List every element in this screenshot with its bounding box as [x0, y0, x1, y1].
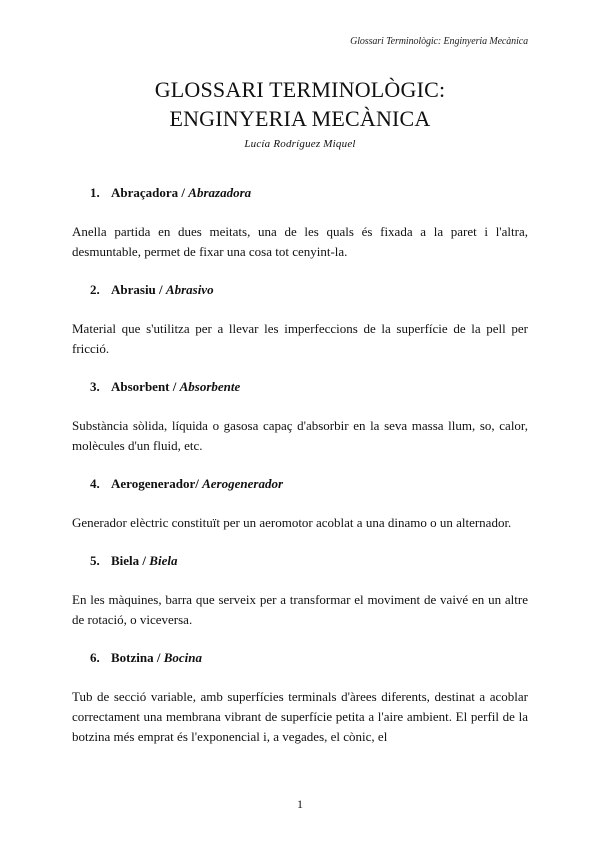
entry-number: 1. — [90, 185, 100, 200]
term-catalan: Abrasiu / — [111, 282, 163, 297]
entry-heading — [72, 183, 528, 202]
term-catalan: Abraçadora / — [111, 185, 186, 200]
entry-heading — [72, 551, 528, 570]
term-spanish: Bocina — [163, 650, 203, 665]
glossary-entry — [72, 474, 528, 533]
title-line-2: ENGINYERIA MECÀNICA — [169, 106, 431, 131]
glossary-content — [72, 183, 528, 765]
entry-definition: Generador elèctric constituït per un aeromotor acoblat a una dinamo o un alternador. — [72, 515, 512, 530]
term-catalan: Biela / — [111, 553, 147, 568]
entry-number: 6. — [90, 650, 100, 665]
term-spanish: Abrasivo — [165, 282, 214, 297]
glossary-entry — [72, 377, 528, 456]
page-number: 1 — [297, 797, 303, 811]
term-spanish: Abrazadora — [188, 185, 252, 200]
glossary-entry — [72, 551, 528, 630]
entry-number: 5. — [90, 553, 100, 568]
entry-definition: Material que s'utilitza per a llevar les imperfeccions de la superfície de la pell per fricció. — [72, 321, 528, 356]
entry-definition: En les màquines, barra que serveix per a transformar el moviment de vaivé en un altre de rotació, o viceversa. — [72, 592, 528, 627]
entry-number: 4. — [90, 476, 100, 491]
entry-definition: Anella partida en dues meitats, una de les quals és fixada a la paret i l'altra, desmuntable, permet de fixar una cosa tot cenyint-la. — [72, 224, 528, 259]
entry-number: 3. — [90, 379, 100, 394]
glossary-entry — [72, 183, 528, 262]
entry-heading — [72, 280, 528, 299]
term-spanish: Absorbente — [179, 379, 241, 394]
entry-heading — [72, 648, 528, 667]
document-title — [0, 75, 600, 133]
glossary-entry — [72, 648, 528, 747]
term-spanish: Biela — [149, 553, 178, 568]
glossary-entry — [72, 280, 528, 359]
author: Lucía Rodríguez Miquel — [244, 138, 356, 150]
entry-heading — [72, 474, 528, 493]
entry-definition: Substància sòlida, líquida o gasosa capaç d'absorbir en la seva massa llum, so, calor, molècules d'un fluid, etc. — [72, 418, 528, 453]
entry-number: 2. — [90, 282, 100, 297]
term-catalan: Botzina / — [111, 650, 161, 665]
term-catalan: Absorbent / — [111, 379, 177, 394]
entry-heading — [72, 377, 528, 396]
running-header: Glossari Terminològic: Enginyeria Mecànica — [350, 36, 528, 47]
term-catalan: Aerogenerador/ — [111, 476, 199, 491]
term-spanish: Aerogenerador — [202, 476, 283, 491]
title-line-1: GLOSSARI TERMINOLÒGIC: — [154, 77, 446, 102]
entry-definition: Tub de secció variable, amb superfícies terminals d'àrees diferents, destinat a acoblar correctament una membrana vibrant de superfície petita a l'aire ambient. El perfil de la botzina més emprat és l'exponencial i, a vegades, el cònic, el — [72, 689, 528, 744]
